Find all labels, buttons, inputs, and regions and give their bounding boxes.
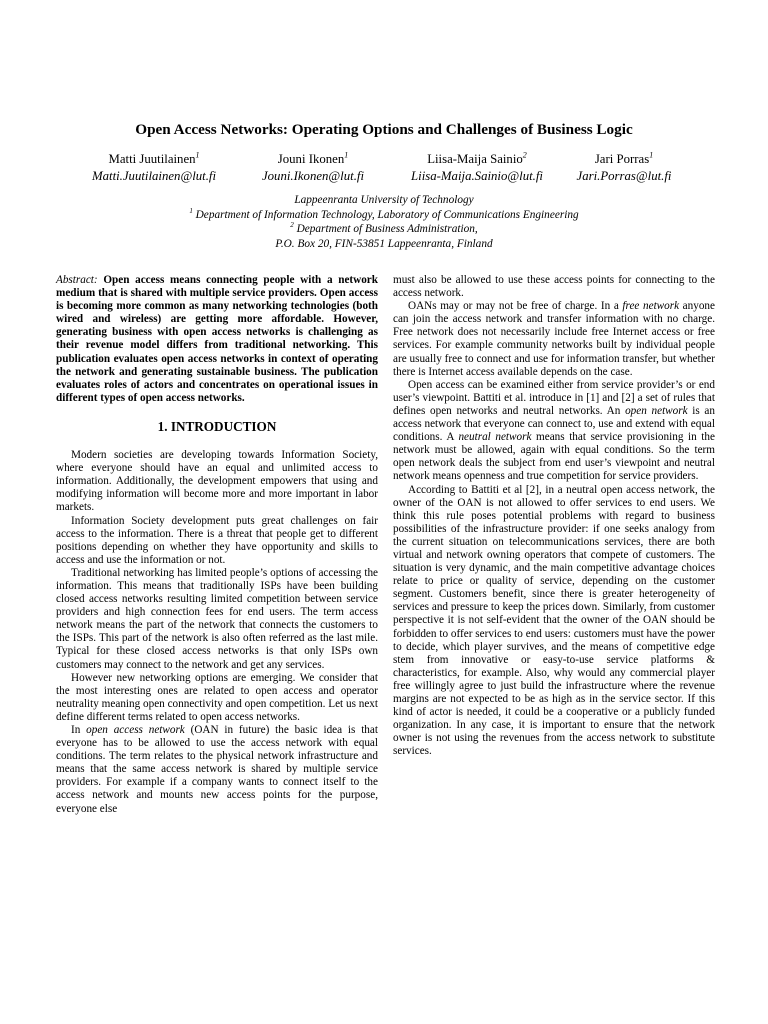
university: Lappeenranta University of Technology	[294, 194, 474, 206]
author-4: Jari Porras$^1$ Jari.Porras@lut.fi	[539, 151, 709, 185]
left-column	[56, 274, 378, 816]
paragraph: According to Battiti et al [2], in a neutral open access network, the owner of the OAN is not allowed to offer services to end users. We think this rule poses potential problems with regard to business possibilities of the infrastructure provider: if one seeks analogy from the current situation on telecommunications services, there are both virtual and network owning operators that compete of customers. The situation is very dynamic, and the main competitive advantage choices relate to price or quality of service, depending on the customer segment. Customers benefit, since there is greater heterogeneity of services and pressure to keep the prices down. Similarly, from customer perspective it is not self-evident that the owner of the OAN should be forbidden to offer services to end users: customers must have the power to decide, which player survives, and the means of competitive edge stem from innovative or easy-to-use service platforms & characteristics, for example. Also, why would any commercial player free willingly agree to just build the infrastructure where the revenue margins are not expected to be as high as in the service sector. If this kind of actor is needed, it could be a cooperative or a publicly funded organization. In any case, it is important to ensure that the network owner is not using the revenues from the access network to substitute services.	[393, 483, 715, 758]
paragraph: In open access network (OAN in future) the basic idea is that everyone has to be allowed to use the access network with equal conditions. The term relates to the physical network infrastructure and means that the same access network is shared by multiple service providers. For example if a company wants to connect itself to the access network and mounts new access points for the purpose, everyone else	[56, 724, 378, 815]
abstract: Abstract: Open access means connecting people with a network medium that is shared with multiple service providers. Open access is becoming more common as many networking technologies (both wired and wireless) are getting more affordable. However, generating business with open access networks is challenging as their revenue model differs from traditional networking. This publication evaluates open access networks in context of operating the network and generating sustainable business. The publication evaluates roles of actors and concentrates on operational issues in different types of open access networks.	[56, 274, 378, 404]
author-name: Matti Juutilainen	[108, 152, 196, 166]
author-name: Jari Porras	[594, 152, 650, 166]
paragraph: Modern societies are developing towards Information Society, where everyone should have an equal and unlimited access to information. Additionally, the development empowers that using and modifying information will become more and more important in labor markets.	[56, 449, 378, 514]
affiliation-1: $^1$ Department of Information Technology, Laboratory of Communications Engineering	[189, 206, 579, 221]
author-email: Matti.Juutilainen@lut.fi	[91, 169, 217, 183]
affiliation-2: $^2$ Department of Business Administration,	[290, 221, 478, 236]
author-email: Jouni.Ikonen@lut.fi	[261, 169, 365, 183]
postal-address: P.O. Box 20, FIN-53851 Lappeenranta, Finland	[275, 237, 493, 250]
author-name: Liisa-Maija Sainio	[427, 152, 523, 166]
right-column	[393, 274, 715, 758]
paragraph: must also be allowed to use these access points for connecting to the access network.	[393, 274, 715, 300]
affiliations	[0, 193, 768, 251]
paragraph: OANs may or may not be free of charge. In a free network anyone can join the access network and transfer information with no charge. Free network does not necessarily include free Internet access or free services. For example community networks built by individual people are usually free to connect and use for information transfer, but whether there is Internet access available depends on the case.	[393, 300, 715, 378]
paragraph: Open access can be examined either from service provider’s or end user’s viewpoint. Battiti et al. introduce in [1] and [2] a set of rules that defines open networks and neutral networks. An open network is an access network that everyone can connect to, use and extend with equal conditions. A neutral network means that service provisioning in the network must be allowed, again with equal conditions. So the term open network deals the subject from end user’s viewpoint and neutral network means openness and true competition for service providers.	[393, 378, 715, 483]
paragraph: Traditional networking has limited people’s options of accessing the information. This means that traditionally ISPs have been building closed access networks resulting limited competition between service providers and high connection fees for end users. The term access network means the part of the network that connects the customers to the ISPs. This part of the network is also often referred as the last mile. Typical for these closed access networks is that only ISPs own customers may connect to the network and get any services.	[56, 566, 378, 671]
author-email: Jari.Porras@lut.fi	[576, 169, 672, 183]
author-name: Jouni Ikonen	[277, 152, 345, 166]
author-3: Liisa-Maija Sainio$^2$ Liisa-Maija.Sainio@lut.fi	[392, 151, 562, 185]
paragraph: However new networking options are emerging. We consider that the most interesting ones are related to open access and operator neutrality meaning open connectivity and open competition. Let us next define different terms related to open access networks.	[56, 671, 378, 723]
section-heading: 1. INTRODUCTION	[157, 418, 277, 434]
paper-title: Open Access Networks: Operating Options and Challenges of Business Logic	[135, 121, 633, 138]
paragraph: Information Society development puts great challenges on fair access to the information. There is a threat that people get to different positions depending on whether they have opportunity and skills to access and use the information or not.	[56, 514, 378, 566]
author-1: Matti Juutilainen$^1$ Matti.Juutilainen@lut.fi	[69, 151, 239, 185]
author-email: Liisa-Maija.Sainio@lut.fi	[411, 169, 543, 183]
author-2: Jouni Ikonen$^1$ Jouni.Ikonen@lut.fi	[228, 151, 398, 185]
